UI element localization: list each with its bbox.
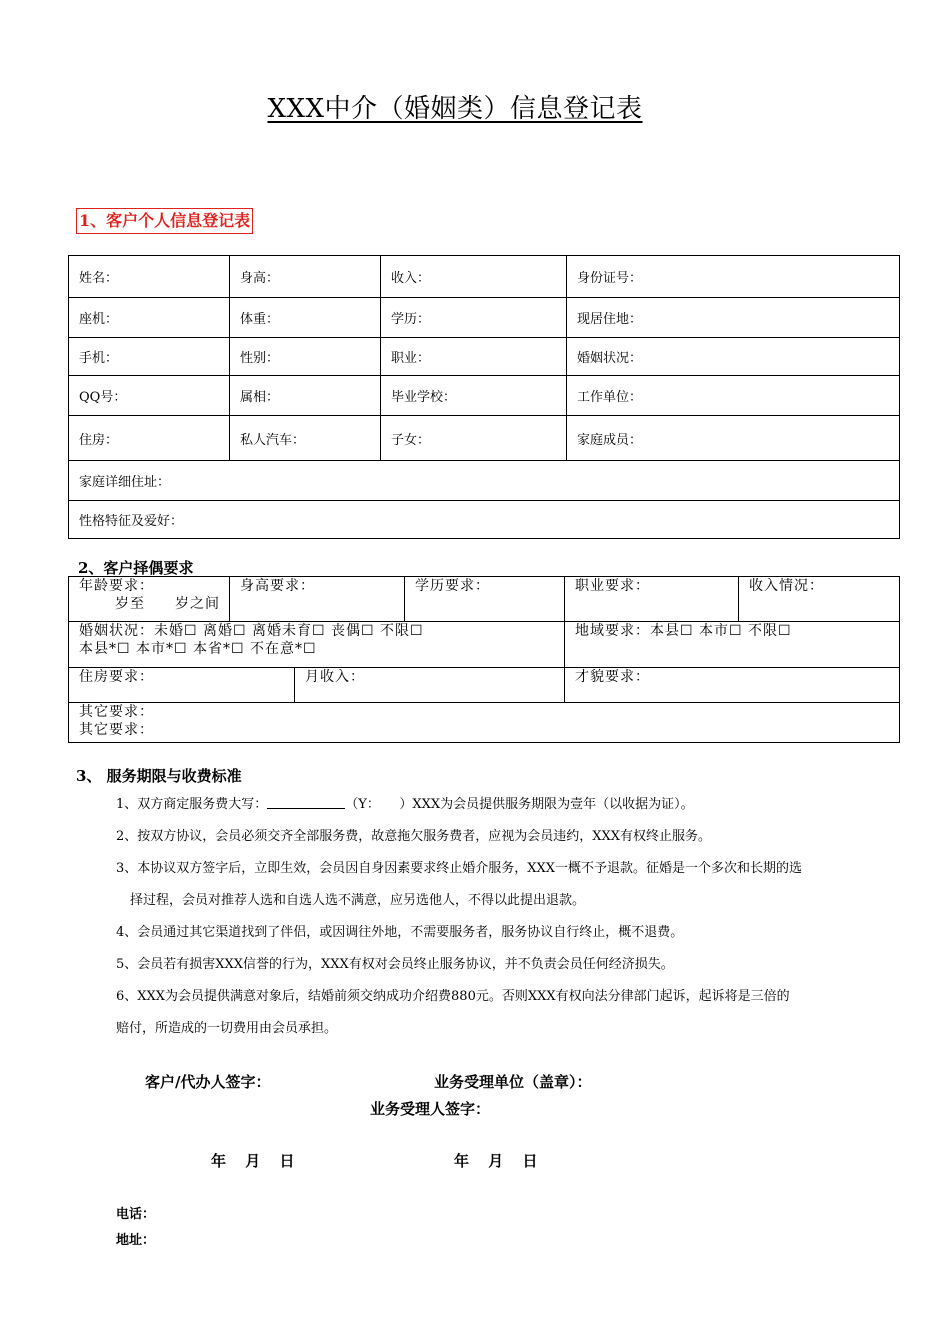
client-signature-label: 客户/代办人签字：	[145, 1073, 271, 1091]
field-car[interactable]: 私人汽车：	[230, 416, 381, 461]
term-5: 5、会员若有损害XXX信誉的行为，XXX有权对会员终止服务协议，并不负责会员任何经济损失。	[116, 957, 674, 972]
business-unit-seal-label: 业务受理单位（盖章）：	[434, 1073, 592, 1091]
term-6-line1: 6、XXX为会员提供满意对象后，结婚前须交纳成功介绍费880元。否则XXX有权向法分律部门起诉，起诉将是三倍的	[116, 989, 790, 1004]
handler-sign-date: 年 月 日	[454, 1152, 540, 1170]
client-sign-date: 年 月 日	[211, 1152, 297, 1170]
other-requirement-2: 其它要求：	[79, 722, 154, 738]
table-row	[69, 668, 900, 703]
section1-heading: 1、客户个人信息登记表	[76, 208, 253, 234]
field-name[interactable]: 姓名：	[69, 256, 230, 298]
fee-blank-line[interactable]	[267, 795, 345, 809]
table-row	[69, 622, 900, 668]
age-requirement-label: 年龄要求：	[79, 578, 154, 594]
term-3-line2: 择过程，会员对推荐人选和自选人选不满意，应另选他人，不得以此提出退款。	[130, 893, 586, 908]
table-row	[69, 338, 900, 376]
field-weight[interactable]: 体重：	[230, 298, 381, 338]
education-requirement[interactable]: 学历要求：	[405, 577, 565, 622]
occupation-requirement[interactable]: 职业要求：	[565, 577, 739, 622]
table-row	[69, 376, 900, 416]
term-6-line2: 赔付，所造成的一切费用由会员承担。	[116, 1021, 338, 1036]
housing-requirement[interactable]: 住房要求：	[69, 668, 295, 703]
table-row	[69, 703, 900, 743]
field-personality-hobbies[interactable]: 性格特征及爱好：	[69, 501, 900, 539]
field-landline[interactable]: 座机：	[69, 298, 230, 338]
field-employer[interactable]: 工作单位：	[567, 376, 900, 416]
section3-heading: 3、 服务期限与收费标准	[76, 767, 242, 785]
table-row	[69, 577, 900, 622]
talent-appearance-requirement[interactable]: 才貌要求：	[565, 668, 900, 703]
table-row	[69, 461, 900, 501]
term-4: 4、会员通过其它渠道找到了伴侣，或因调往外地，不需要服务者，服务协议自行终止，概不退费。	[116, 925, 684, 940]
partner-requirements-table	[68, 576, 900, 743]
handler-signature-label: 业务受理人签字：	[370, 1100, 491, 1118]
personal-info-table	[68, 255, 900, 539]
term-1-part-b: （Y： ）XXX为会员提供服务期限为壹年（以收据为证）。	[345, 797, 694, 812]
marital-options-line2: 本县*☐ 本市*☐ 本省*☐ 不在意*☐	[79, 641, 317, 657]
field-marital-status[interactable]: 婚姻状况：	[567, 338, 900, 376]
monthly-income-requirement[interactable]: 月收入：	[295, 668, 565, 703]
page-title: XXX中介（婚姻类）信息登记表	[267, 94, 643, 124]
field-graduated-school[interactable]: 毕业学校：	[381, 376, 567, 416]
field-housing[interactable]: 住房：	[69, 416, 230, 461]
region-requirement[interactable]: 地域要求：本县☐ 本市☐ 不限☐	[565, 622, 900, 668]
age-requirement-cell[interactable]	[69, 577, 230, 622]
term-2: 2、按双方协议，会员必须交齐全部服务费，故意拖欠服务费者，应视为会员违约，XXX有权终止服务。	[116, 829, 712, 844]
field-occupation[interactable]: 职业：	[381, 338, 567, 376]
table-row	[69, 298, 900, 338]
term-1-part-a: 1、双方商定服务费大写：	[116, 797, 268, 812]
field-height[interactable]: 身高：	[230, 256, 381, 298]
marital-options-line1: 婚姻状况：未婚☐ 离婚☐ 离婚未育☐ 丧偶☐ 不限☐	[79, 623, 424, 639]
income-status[interactable]: 收入情况：	[739, 577, 900, 622]
field-education[interactable]: 学历：	[381, 298, 567, 338]
field-family-members[interactable]: 家庭成员：	[567, 416, 900, 461]
age-range-text: 岁至 岁之间	[115, 596, 220, 612]
table-row	[69, 501, 900, 539]
marital-requirement-cell[interactable]	[69, 622, 565, 668]
address-label: 地址：	[116, 1233, 156, 1248]
table-row	[69, 256, 900, 298]
field-id-number[interactable]: 身份证号：	[567, 256, 900, 298]
other-requirements-cell[interactable]	[69, 703, 900, 743]
term-3-line1: 3、本协议双方签字后，立即生效，会员因自身因素要求终止婚介服务，XXX一概不予退款。征婚是一个多次和长期的选	[116, 861, 803, 876]
field-qq[interactable]: QQ号：	[69, 376, 230, 416]
table-row	[69, 416, 900, 461]
field-mobile[interactable]: 手机：	[69, 338, 230, 376]
height-requirement[interactable]: 身高要求：	[230, 577, 405, 622]
phone-label: 电话：	[116, 1207, 156, 1222]
field-home-address[interactable]: 家庭详细住址：	[69, 461, 900, 501]
term-1	[116, 793, 694, 812]
other-requirement-1: 其它要求：	[79, 704, 154, 720]
field-children[interactable]: 子女：	[381, 416, 567, 461]
field-income[interactable]: 收入：	[381, 256, 567, 298]
field-gender[interactable]: 性别：	[230, 338, 381, 376]
field-current-residence[interactable]: 现居住地：	[567, 298, 900, 338]
field-zodiac[interactable]: 属相：	[230, 376, 381, 416]
section2-heading: 2、客户择偶要求	[78, 559, 194, 577]
